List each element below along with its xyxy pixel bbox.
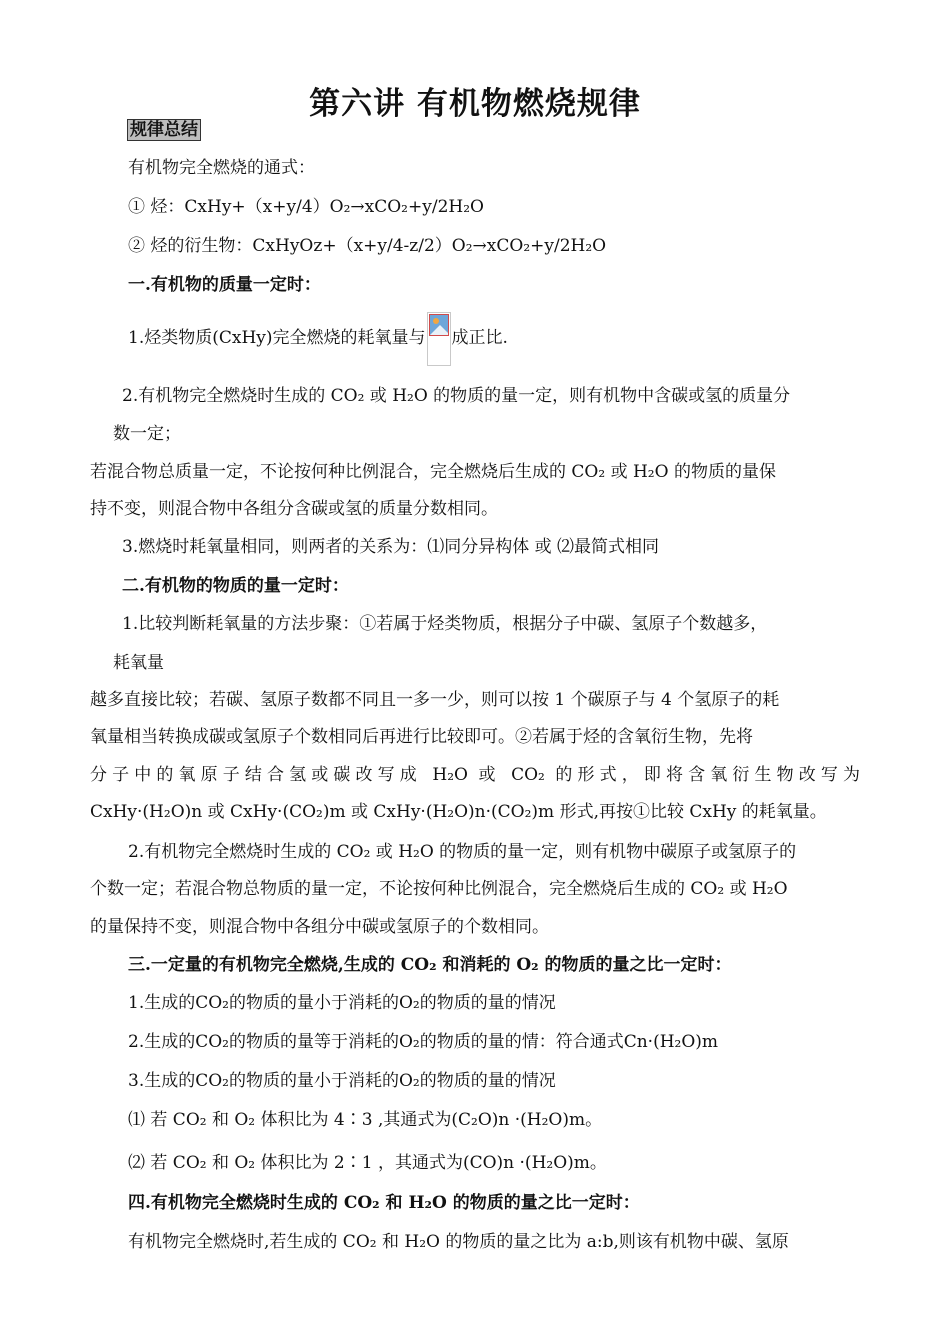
summary-label: 规律总结 — [127, 119, 201, 141]
section-3-item-1: 1.生成的CO₂的物质的量小于消耗的O₂的物质的量的情况 — [128, 993, 556, 1013]
section-2-item-2-line-2: 个数一定；若混合物总物质的量一定，不论按何种比例混合，完全燃烧后生成的 CO₂ 或 H₂O — [90, 879, 788, 899]
section-1-item-1 — [128, 310, 508, 366]
summary-label-line — [127, 119, 201, 141]
section-4-heading: 四.有机物完全燃烧时生成的 CO₂ 和 H₂O 的物质的量之比一定时： — [128, 1193, 640, 1213]
section-1-item-1-text-b: 成正比. — [451, 328, 508, 348]
section-1-item-2-line-1: 2.有机物完全燃烧时生成的 CO₂ 或 H₂O 的物质的量一定，则有机物中含碳或氢的质量分 — [122, 386, 791, 406]
section-2-item-2-line-1: 2.有机物完全燃烧时生成的 CO₂ 或 H₂O 的物质的量一定，则有机物中碳原子或氢原子的 — [128, 842, 797, 862]
section-3-item-3: 3.生成的CO₂的物质的量小于消耗的O₂的物质的量的情况 — [128, 1071, 556, 1091]
section-3-case-1: ⑴ 若 CO₂ 和 O₂ 体积比为 4∶3 ,其通式为(C₂O)n ·(H₂O)m。 — [128, 1110, 603, 1130]
section-4-text: 有机物完全燃烧时,若生成的 CO₂ 和 H₂O 的物质的量之比为 a:b,则该有机物中碳、氢原 — [128, 1232, 789, 1252]
derivative-formula: ② 烃的衍生物：CxHyOz+（x+y/4-z/2）O₂→xCO₂+y/2H₂O — [128, 236, 607, 256]
broken-image-icon — [427, 312, 451, 366]
section-2-item-1-line-6: CxHy·(H₂O)n 或 CxHy·(CO₂)m 或 CxHy·(H₂O)n·(CO₂)m 形式,再按①比较 CxHy 的耗氧量。 — [90, 802, 827, 822]
section-3-heading: 三.一定量的有机物完全燃烧,生成的 CO₂ 和消耗的 O₂ 的物质的量之比一定时： — [128, 955, 732, 975]
section-2-item-1-line-2: 耗氧量 — [113, 653, 164, 673]
section-3-case-2: ⑵ 若 CO₂ 和 O₂ 体积比为 2∶1 ，其通式为(CO)n ·(H₂O)m。 — [128, 1153, 607, 1173]
section-2-heading: 二.有机物的物质的量一定时： — [122, 576, 349, 596]
section-2-item-1-line-4: 氧量相当转换成碳或氢原子个数相同后再进行比较即可。②若属于烃的含氧衍生物，先将 — [90, 727, 753, 747]
general-formula-intro: 有机物完全燃烧的通式： — [128, 158, 315, 178]
section-1-item-1-text-a: 1.烃类物质(CxHy)完全燃烧的耗氧量与 — [128, 328, 426, 348]
page-title: 第六讲 有机物燃烧规律 — [309, 86, 641, 122]
section-2-item-2-line-3: 的量保持不变，则混合物中各组分中碳或氢原子的个数相同。 — [90, 917, 549, 937]
section-2-item-1-line-1: 1.比较判断耗氧量的方法步聚：①若属于烃类物质，根据分子中碳、氢原子个数越多， — [122, 614, 768, 634]
section-1-heading: 一.有机物的质量一定时： — [128, 275, 321, 295]
section-3-item-2: 2.生成的CO₂的物质的量等于消耗的O₂的物质的量的情：符合通式Cn·(H₂O)m — [128, 1032, 719, 1052]
section-1-item-2-line-4: 持不变，则混合物中各组分含碳或氢的质量分数相同。 — [90, 499, 498, 519]
section-2-item-1-line-5: 分子中的氧原子结合氢或碳改写成 H₂O 或 CO₂ 的形式，即将含氧衍生物改写为 — [90, 765, 860, 785]
section-1-item-3: 3.燃烧时耗氧量相同，则两者的关系为：⑴同分异构体 或 ⑵最简式相同 — [122, 537, 660, 557]
section-1-item-2-line-2: 数一定； — [113, 424, 181, 444]
section-2-item-1-line-3: 越多直接比较；若碳、氢原子数都不同且一多一少，则可以按 1 个碳原子与 4 个氢原子的耗 — [90, 690, 780, 710]
hydrocarbon-formula: ① 烃：CxHy+（x+y/4）O₂→xCO₂+y/2H₂O — [128, 197, 484, 217]
section-1-item-2-line-3: 若混合物总质量一定，不论按何种比例混合，完全燃烧后生成的 CO₂ 或 H₂O 的物质的量保 — [90, 462, 776, 482]
